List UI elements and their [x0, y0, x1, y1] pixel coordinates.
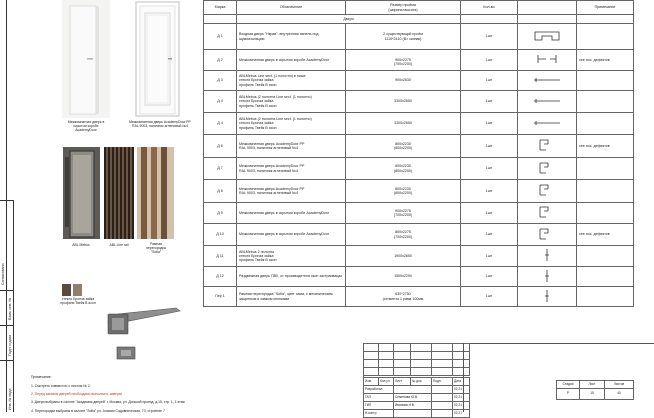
cell-note	[577, 113, 634, 135]
stamp-h-date: Дата	[453, 378, 470, 386]
stage-label: Стадия	[557, 381, 580, 389]
cell-qty: 1шт	[461, 203, 518, 224]
table-row	[204, 203, 634, 224]
revision-cell	[394, 360, 411, 368]
stage-table	[556, 380, 634, 400]
revision-cell	[364, 344, 379, 352]
cell-note	[577, 71, 634, 91]
table-row	[204, 180, 634, 203]
cell-note: сее пос. дефектов	[577, 50, 634, 71]
table-header-row	[204, 1, 634, 15]
signature-sign	[432, 402, 453, 410]
cell-mark: Д 12	[204, 267, 237, 287]
revision-cell	[453, 368, 470, 376]
table-row	[204, 71, 634, 91]
table-row	[204, 224, 634, 246]
cell-designation: ABLMebus (2 полотна Line sect. (1 полотно) стекло Бронза зайка профиль Твейк В ясон	[237, 113, 346, 135]
cell-note	[577, 267, 634, 287]
signature-name: Семенова Ю.В.	[394, 394, 432, 402]
revision-cell	[453, 344, 470, 352]
frame-left-line	[6, 0, 7, 412]
revision-cell	[364, 352, 379, 360]
cell-size: 3300x2650	[346, 91, 461, 113]
photo-hidden-door	[62, 0, 110, 118]
stamp-h-change: Изм.	[364, 378, 379, 386]
cell-drawing	[518, 180, 577, 203]
cell-note	[577, 287, 634, 307]
stamp-h-sign: Подп.	[432, 378, 453, 386]
cell-mark: Д 8	[204, 180, 237, 203]
revision-row	[364, 360, 470, 368]
note-line-warning: 2. Перед заказом дверей необходимо выполнить замеры!	[31, 392, 123, 397]
signature-date: 02.21	[453, 402, 470, 410]
door-handle-rosette-illustration	[116, 346, 136, 360]
cell-size: 900x2275 (700x2200)	[346, 50, 461, 71]
cell-designation: Межкомнатная дверь AcademyDoor PP RAL 9003, наличник агленовый №4	[237, 135, 346, 158]
cell-size: 800x2230 (800x2200)	[346, 135, 461, 158]
header-drawing	[518, 1, 577, 15]
door-plan-symbol	[532, 116, 562, 130]
side-label-inv: Инв. № подл.	[8, 387, 12, 410]
signature-name	[394, 410, 432, 418]
cell-mark: Д 4	[204, 91, 237, 113]
photo-sofia-partition	[137, 147, 174, 239]
cell-designation: Межкомнатная дверь в скрытом коробе AcademyDoor	[237, 203, 346, 224]
table-row	[204, 50, 634, 71]
stamp-h-count: Кол.уч	[379, 378, 394, 386]
cell-qty: 1шт	[461, 246, 518, 267]
cell-drawing	[518, 224, 577, 246]
cell-size: 900x2630	[346, 71, 461, 91]
cell-mark: Д 3	[204, 71, 237, 91]
cell-drawing	[518, 203, 577, 224]
section-row	[204, 15, 634, 24]
cell-mark: Д 4	[204, 113, 237, 135]
stamp-divider	[463, 343, 464, 412]
door-plan-symbol	[532, 183, 562, 197]
signature-row	[364, 394, 470, 402]
notes-block	[31, 371, 201, 417]
cell-qty: 1шт	[461, 91, 518, 113]
signatures-header	[364, 378, 470, 386]
door-plan-symbol	[532, 29, 562, 43]
note-line: 1. Смотреть совместно с листом № 2.	[31, 383, 91, 388]
frame-divider	[0, 360, 14, 361]
table-row	[204, 158, 634, 180]
revision-grid	[363, 343, 470, 376]
signature-row	[364, 410, 470, 418]
revision-cell	[364, 368, 379, 376]
door-plan-symbol	[532, 73, 562, 87]
signature-row	[364, 386, 470, 394]
note-line: 3. Двери выбраны в салоне "Академия дверей" г. Москва, ул. Донской проезд, д.15, стр. 1, 1 этаж	[31, 400, 185, 405]
swatch-bronze-glass	[62, 284, 71, 296]
cell-drawing	[518, 287, 577, 307]
table-row	[204, 267, 634, 287]
revision-cell	[379, 352, 394, 360]
cell-designation: Входная дверь "Нкрав", внутренняя панель под шумоизоляцию	[237, 24, 346, 50]
door-specification-table	[203, 0, 634, 307]
signature-role: Н.контр.	[364, 410, 394, 418]
cell-note: сее пос. дефектов	[577, 135, 634, 158]
cell-qty: 1шт	[461, 287, 518, 307]
signature-row	[364, 402, 470, 410]
cell-qty: 1шт	[461, 267, 518, 287]
slat-door-illustration	[104, 147, 134, 239]
photo-abl-line-rail	[104, 147, 134, 239]
revision-cell	[379, 360, 394, 368]
revision-cell	[379, 344, 394, 352]
revision-cell	[394, 352, 411, 360]
side-label-agreed: Согласовано	[1, 263, 5, 285]
cell-qty: 1шт	[461, 71, 518, 91]
cell-mark: Д 2	[204, 50, 237, 71]
revision-row	[364, 352, 470, 360]
door-plan-symbol	[532, 248, 562, 262]
door-plan-symbol	[532, 94, 562, 108]
section-title: Двери	[237, 15, 461, 24]
signature-name	[394, 386, 432, 394]
caption-swatches: стекло Бронза зайка профиль Твейк В ясон	[60, 297, 96, 305]
cell-mark: Д 6	[204, 135, 237, 158]
cell-designation: ABLMebus Line sect. (1 полотно) в нише стекло Бронза зайка профиль Твейк В ясон	[237, 71, 346, 91]
cell-designation: Межкомнатная дверь AcademyDoor PP RAL 9003, наличник агленовый №4	[237, 180, 346, 203]
signature-sign	[432, 386, 453, 394]
cell-size: 630*2750 (сегмента 1 рама 100мм	[346, 287, 461, 307]
revision-cell	[394, 344, 411, 352]
door-handle-illustration	[104, 300, 184, 340]
door-plan-symbol	[532, 289, 562, 303]
sheet-label: Лист	[580, 381, 605, 389]
side-label-sign-date: Подп. и дата	[8, 334, 12, 356]
revision-cell	[394, 368, 411, 376]
signature-role: ГАП	[364, 394, 394, 402]
caption-abl-line-rail: ABL Line rail	[109, 243, 129, 247]
table-row	[204, 91, 634, 113]
signature-date: 02.21	[453, 386, 470, 394]
cell-designation: Межкомнатная дверь в скрытом коробе AcademyDoor	[237, 224, 346, 246]
cell-note: сее пос. дефектов	[577, 224, 634, 246]
frame-left-inner-line	[13, 200, 14, 412]
note-line: 4. Перегородки выбраны в салоне "Sofia" ул. Анисим Садовническая, 70, строение 7	[31, 408, 165, 413]
door-plan-symbol	[532, 269, 562, 283]
cell-designation: Межкомнатная дверь AcademyDoor PP RAL 9003, наличник агленовый №4	[237, 158, 346, 180]
cell-size: 3300x2650	[346, 113, 461, 135]
photo-panel-door	[134, 0, 181, 118]
cell-qty: 1шт	[461, 50, 518, 71]
cell-drawing	[518, 267, 577, 287]
revision-cell	[432, 344, 453, 352]
sheets-label: Листов	[605, 381, 634, 389]
header-size: Размер проёма (ширина×высота)	[346, 1, 461, 15]
cell-drawing	[518, 91, 577, 113]
door-plan-symbol	[532, 52, 562, 66]
cell-drawing	[518, 158, 577, 180]
signature-role: ГИП	[364, 402, 394, 410]
cell-size: 800x2275 (700x2200)	[346, 224, 461, 246]
revision-cell	[432, 352, 453, 360]
revision-cell	[411, 360, 432, 368]
cell-qty: 1шт	[461, 24, 518, 50]
cell-qty: 1шт	[461, 224, 518, 246]
revision-cell	[432, 360, 453, 368]
cell-note	[577, 246, 634, 267]
frame-divider	[0, 325, 14, 326]
cell-designation: Рамная перегородка "Sofia", цвет сама, с механическим защитным и замком кнопками	[237, 287, 346, 307]
cell-drawing	[518, 135, 577, 158]
signature-sign	[432, 410, 453, 418]
stamp-h-doc: № док.	[411, 378, 432, 386]
signature-role: Разработал	[364, 386, 394, 394]
revision-cell	[379, 368, 394, 376]
stamp-h-sheet: Лист	[394, 378, 411, 386]
cell-drawing	[518, 246, 577, 267]
revision-row	[364, 368, 470, 376]
cell-mark: Пер 1	[204, 287, 237, 307]
panel-door-illustration	[134, 0, 181, 118]
revision-cell	[364, 360, 379, 368]
cell-note	[577, 158, 634, 180]
revision-cell	[453, 360, 470, 368]
cell-designation: ABLMebus 2 полотна стекло Бронза зайка профиль Твейк В ясон	[237, 246, 346, 267]
cell-qty: 1шт	[461, 158, 518, 180]
signature-date: 02.21	[453, 410, 470, 418]
header-note: Примечание	[577, 1, 634, 15]
cell-mark: Д 11	[204, 246, 237, 267]
cell-drawing	[518, 113, 577, 135]
swatch-profile	[73, 284, 82, 296]
frame-divider	[0, 290, 14, 291]
revision-cell	[411, 344, 432, 352]
frame-divider	[0, 200, 14, 201]
cell-mark: Д 1	[204, 24, 237, 50]
caption-hidden-door: Межкомнатная дверь в скрытом коробе AcademyDoor	[67, 120, 105, 132]
stage-value: Р	[557, 389, 580, 400]
signature-sign	[432, 394, 453, 402]
door-plan-symbol	[532, 138, 562, 152]
door-plan-symbol	[532, 161, 562, 175]
cell-note	[577, 180, 634, 203]
door-illustration	[62, 0, 110, 118]
cell-size: 900x2275 (700x2200)	[346, 203, 461, 224]
table-row	[204, 24, 634, 50]
door-plan-symbol	[532, 205, 562, 219]
header-qty: Кол-во	[461, 1, 518, 15]
cell-designation: Межкомнатная дверь в скрытом коробе AcademyDoor	[237, 50, 346, 71]
cell-note	[577, 24, 634, 50]
cell-mark: Д 7	[204, 158, 237, 180]
signature-name: Иванова Н.В.	[394, 402, 432, 410]
caption-abl-mebus: ABL Mebus	[72, 243, 90, 247]
side-label-replace: Взам. инв. №	[8, 297, 12, 320]
cell-size: 1900x2650	[346, 246, 461, 267]
revision-row	[364, 344, 470, 352]
cell-mark: Д 9	[204, 203, 237, 224]
revision-cell	[453, 352, 470, 360]
cell-size: 2 существующий проём 1110*2410 (B× скинак)	[346, 24, 461, 50]
cell-drawing	[518, 24, 577, 50]
cell-size: 800x2230 (800x2200)	[346, 180, 461, 203]
table-row	[204, 113, 634, 135]
signature-date: 02.21	[453, 394, 470, 402]
cell-size: 1500x2290	[346, 267, 461, 287]
door-plan-symbol	[532, 227, 562, 241]
photo-abl-mebus	[63, 147, 100, 239]
cell-qty: 1шт	[461, 113, 518, 135]
cell-note	[577, 203, 634, 224]
cell-note	[577, 91, 634, 113]
cell-mark: Д 10	[204, 224, 237, 246]
revision-cell	[411, 368, 432, 376]
cell-size: 800x2230 (800x2200)	[346, 158, 461, 180]
sheet-value: 15	[580, 389, 605, 400]
revision-cell	[411, 352, 432, 360]
cell-qty: 1шт	[461, 135, 518, 158]
cell-drawing	[518, 50, 577, 71]
table-row	[204, 246, 634, 267]
header-mark: Марка	[204, 1, 237, 15]
table-row	[204, 287, 634, 307]
caption-sofia-partition: Рамная перегородка "Sofia"	[146, 242, 166, 254]
cell-designation: ABLMebus (2 полотна Line sect. (1 полотно) стекло Бронза зайка профиль Твейк В ясон	[237, 91, 346, 113]
partition-illustration	[137, 147, 174, 239]
cell-drawing	[518, 71, 577, 91]
table-row	[204, 135, 634, 158]
cell-qty: 1шт	[461, 180, 518, 203]
sheets-value: 40	[605, 389, 634, 400]
glass-door-illustration	[63, 147, 100, 239]
notes-title: Примечание:	[31, 375, 52, 380]
revision-cell	[432, 368, 453, 376]
caption-panel-door: Межкомнатная дверь AcademyDoor PP RAL 9003, наличник агленовый №4	[129, 120, 191, 128]
cell-designation: Раздвижная дверь ПВХ, от производителя окон застраивацах	[237, 267, 346, 287]
header-designation: Обозначение	[237, 1, 346, 15]
